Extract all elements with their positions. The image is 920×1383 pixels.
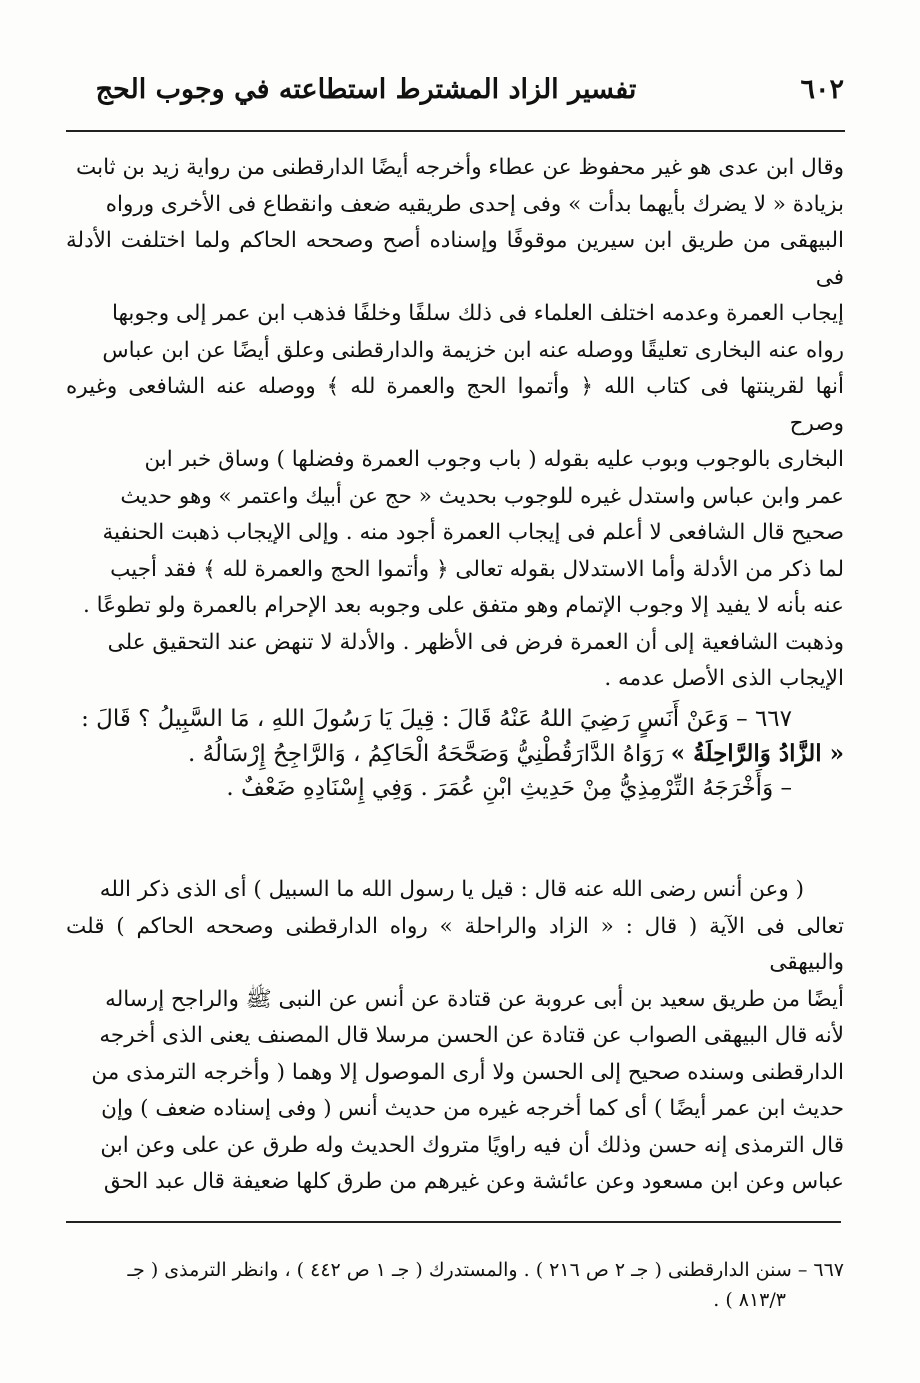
- text-line: تعالى فى الآية ( قال : « الزاد والراحلة » رواه الدارقطنى وصححه الحاكم ) قلت والبيهقى: [66, 913, 844, 975]
- commentary-section-1: [66, 150, 844, 698]
- page-number: ٦٠٢: [800, 74, 844, 105]
- text-line: وذهبت الشافعية إلى أن العمرة فرض فى الأظهر . والأدلة لا تنهض عند التحقيق على: [107, 629, 844, 655]
- text-line: عباس وعن ابن مسعود وعن عائشة وعن غيرهم من طرق كلها ضعيفة قال عبد الحق: [103, 1169, 844, 1194]
- text-line: قال الترمذى إنه حسن وذلك أن فيه راويًا متروك الحديث وله طرق عن على وعن ابن: [100, 1132, 844, 1158]
- text-line: عمر وابن عباس واستدل غيره للوجوب بحديث « حج عن أبيك واعتمر » وهو حديث: [120, 483, 844, 509]
- page-header: [66, 72, 846, 116]
- text-line: ( وعن أنس رضى الله عنه قال : قيل يا رسول الله ما السبيل ) أى الذى ذكر الله: [99, 877, 804, 902]
- text-line: إيجاب العمرة وعدمه اختلف العلماء فى ذلك سلفًا وخلفًا فذهب ابن عمر إلى وجوبها: [111, 301, 844, 326]
- text-line: حديث ابن عمر أيضًا ) أى كما أخرجه غيره من حديث أنس ( وفى إسناده ضعف ) وإن: [101, 1096, 844, 1121]
- text-line: البيهقى من طريق ابن سيرين موقوفًا وإسناده أصح وصححه الحاكم ولما اختلفت الأدلة فى: [66, 228, 844, 290]
- hadith-emphasis: « الزَّادُ وَالرَّاحِلَةُ »: [670, 739, 844, 767]
- footnote: [66, 1255, 844, 1315]
- text-line: لما ذكر من الأدلة وأما الاستدلال بقوله تعالى ﴿ وأتموا الحج والعمرة لله ﴾ فقد أجيب: [110, 556, 844, 582]
- text-line: بزيادة « لا يضرك بأيهما بدأت » وفى إحدى طريقيه ضعف وانقطاع فى الأخرى ورواه: [105, 191, 844, 217]
- footnote-rule: [66, 1221, 841, 1223]
- hadith-line: ٦٦٧ – وَعَنْ أَنَسٍ رَضِيَ اللهُ عَنْهُ قَالَ : قِيلَ يَا رَسُولَ اللهِ ، مَا السَّبِيلُ ؟ قَالَ :: [81, 706, 792, 732]
- hadith-text: [66, 702, 844, 806]
- hadith-line-rest: رَوَاهُ الدَّارَقُطْنِيُّ وَصَحَّحَهُ الْحَاكِمُ ، وَالرَّاجِحُ إِرْسَالُهُ .: [187, 740, 671, 767]
- running-title: تفسير الزاد المشترط استطاعته في وجوب الحج: [95, 74, 637, 105]
- text-line: أيضًا من طريق سعيد بن أبى عروبة عن قتادة عن أنس عن النبى ﷺ والراجح إرساله: [105, 986, 844, 1012]
- text-line: رواه عنه البخارى تعليقًا ووصله عنه ابن خزيمة والدارقطنى وعلق أيضًا عن ابن عباس: [102, 337, 844, 363]
- footnote-line: ٨١٣/٣ ) .: [713, 1289, 786, 1311]
- footnote-line: ٦٦٧ – سنن الدارقطنى ( جـ ٢ ص ٢١٦ ) . والمستدرك ( جـ ١ ص ٤٤٢ ) ، وانظر الترمذى ( جـ: [127, 1259, 844, 1281]
- text-line: لأنه قال البيهقى الصواب عن قتادة عن الحسن مرسلا قال المصنف يعنى الذى أخرجه: [99, 1023, 844, 1048]
- text-line: الدارقطنى وسنده صحيح إلى الحسن ولا أرى الموصول إلا وهما ( وأخرجه الترمذى من: [91, 1059, 844, 1085]
- text-line: الإيجاب الذى الأصل عدمه .: [604, 666, 844, 691]
- text-line: صحيح قال الشافعى لا أعلم فى إيجاب العمرة أجود منه . وإلى الإيجاب ذهبت الحنفية: [102, 520, 844, 545]
- hadith-line: – وَأَخْرَجَهُ التِّرْمِذِيُّ مِنْ حَدِيثِ ابْنِ عُمَرَ . وَفِي إِسْنَادِهِ ضَعْفٌ .: [226, 775, 792, 801]
- text-line: عنه بأنه لا يفيد إلا وجوب الإتمام وهو متفق على وجوبه بعد الإحرام بالعمرة ولو تطوعًا .: [82, 593, 844, 618]
- hadith-line: [66, 737, 844, 772]
- text-line: أنها لقرينتها فى كتاب الله ﴿ وأتموا الحج والعمرة لله ﴾ ووصله عنه الشافعى وغيره وصرح: [66, 374, 844, 436]
- header-rule: [66, 130, 845, 132]
- text-line: البخارى بالوجوب وبوب عليه بقوله ( باب وجوب العمرة وفضلها ) وساق خبر ابن: [144, 447, 844, 472]
- commentary-section-2: [66, 872, 844, 1201]
- text-line: وقال ابن عدى هو غير محفوظ عن عطاء وأخرجه أيضًا الدارقطنى من رواية زيد بن ثابت: [76, 155, 844, 180]
